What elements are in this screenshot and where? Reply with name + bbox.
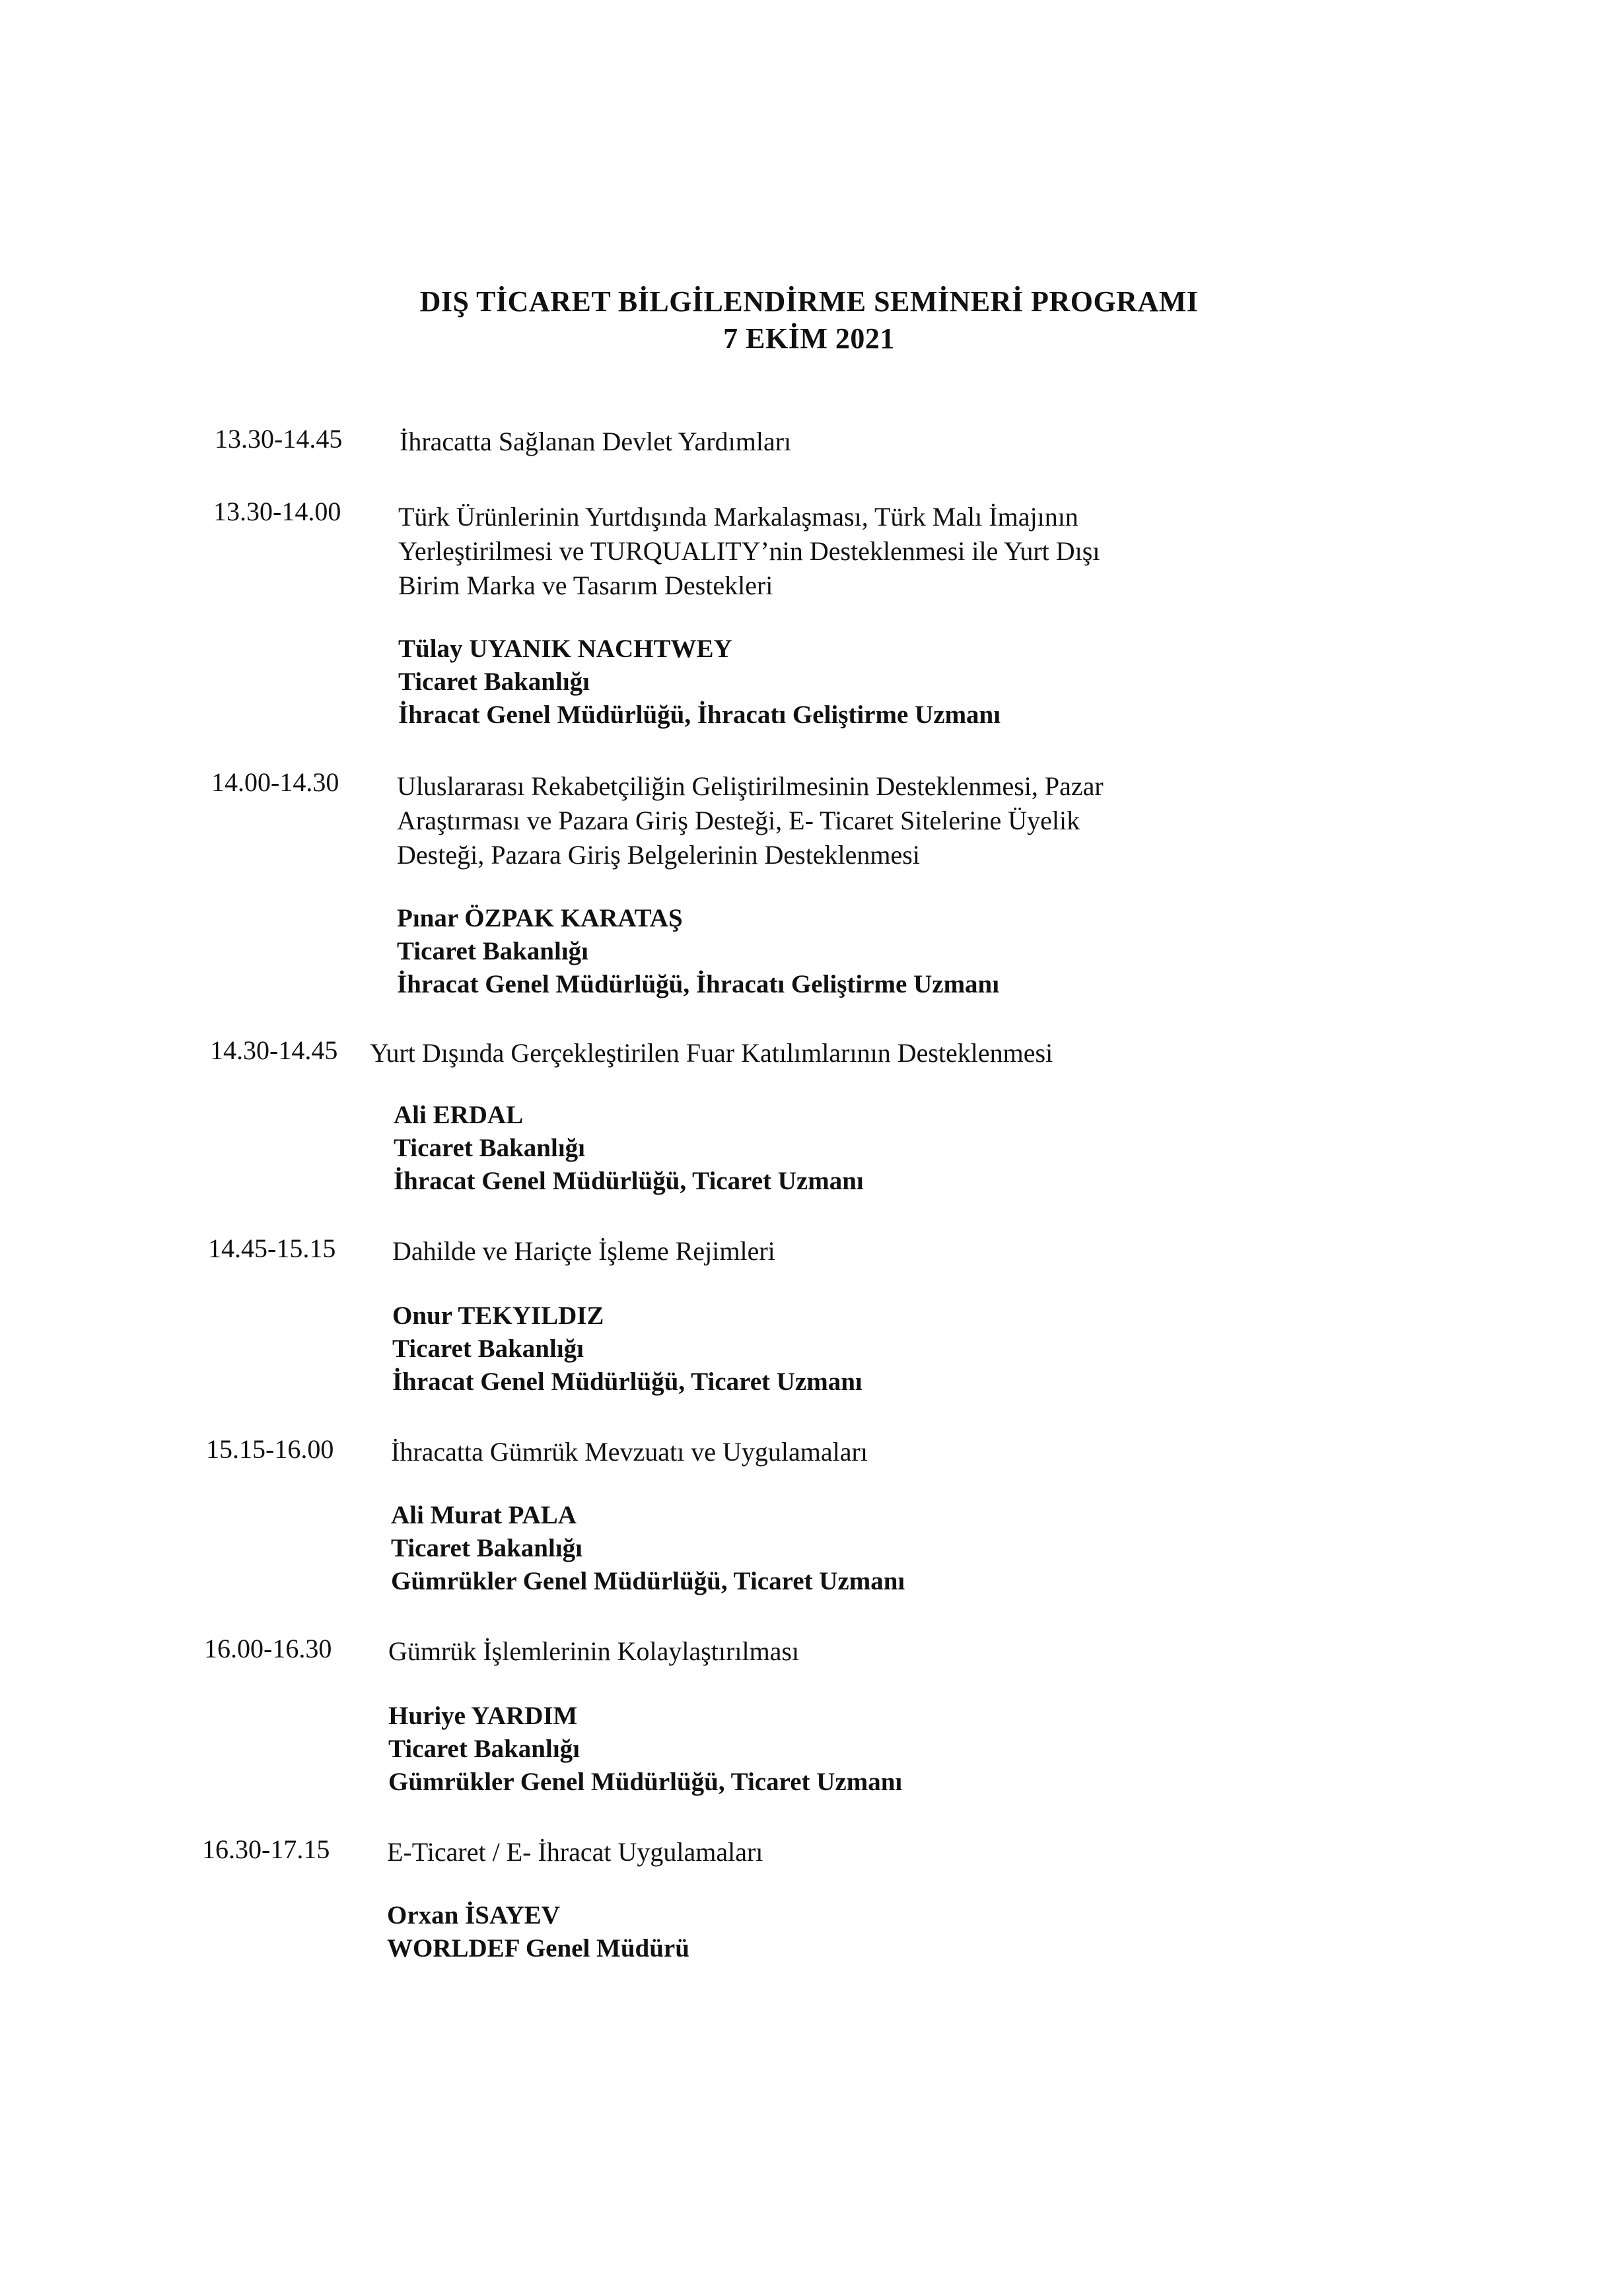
speaker-title: Gümrükler Genel Müdürlüğü, Ticaret Uzmanı xyxy=(391,1567,905,1595)
speaker-block xyxy=(391,1499,905,1598)
session-topic-line: Dahilde ve Hariçte İşleme Rejimleri xyxy=(392,1236,775,1266)
session-topic-line: Yerleştirilmesi ve TURQUALITY’nin Desteklenmesi ile Yurt Dışı xyxy=(398,536,1100,566)
speaker-organization: WORLDEF Genel Müdürü xyxy=(387,1934,689,1963)
session-time: 13.30-14.00 xyxy=(213,497,341,526)
session-topic-line: E-Ticaret / E- İhracat Uygulamaları xyxy=(387,1837,763,1867)
speaker-name: Ali Murat PALA xyxy=(391,1501,577,1529)
session-topic-line: Araştırması ve Pazara Giriş Desteği, E- Ticaret Sitelerine Üyelik xyxy=(397,806,1080,835)
speaker-name: Ali ERDAL xyxy=(394,1101,524,1129)
session-topic-line: Yurt Dışında Gerçekleştirilen Fuar Katılımlarının Desteklenmesi xyxy=(370,1038,1053,1068)
speaker-title: İhracat Genel Müdürlüğü, Ticaret Uzmanı xyxy=(394,1167,864,1195)
session-topic xyxy=(391,1436,868,1470)
speaker-organization: Ticaret Bakanlığı xyxy=(392,1335,584,1363)
session-topic xyxy=(400,425,791,460)
speaker-title: İhracat Genel Müdürlüğü, İhracatı Geliştirme Uzmanı xyxy=(397,970,1000,998)
speaker-name: Huriye YARDIM xyxy=(388,1702,578,1730)
speaker-block xyxy=(397,902,999,1001)
document-title: DIŞ TİCARET BİLGİLENDİRME SEMİNERİ PROGRAMI xyxy=(419,285,1199,318)
session-topic xyxy=(388,1635,799,1669)
session-topic-line: Uluslararası Rekabetçiliğin Geliştirilmesinin Desteklenmesi, Pazar xyxy=(397,771,1104,801)
session-time: 14.45-15.15 xyxy=(208,1234,336,1263)
speaker-title: İhracat Genel Müdürlüğü, Ticaret Uzmanı xyxy=(392,1368,862,1396)
speaker-title: Gümrükler Genel Müdürlüğü, Ticaret Uzmanı xyxy=(388,1768,903,1796)
session-topic-line: Birim Marka ve Tasarım Destekleri xyxy=(398,571,773,600)
session-time: 13.30-14.45 xyxy=(215,424,343,454)
session-topic xyxy=(397,770,1104,873)
session-topic-line: Türk Ürünlerinin Yurtdışında Markalaşması, Türk Malı İmajının xyxy=(398,502,1078,532)
session-topic-line: İhracatta Sağlanan Devlet Yardımları xyxy=(400,427,792,456)
speaker-organization: Ticaret Bakanlığı xyxy=(388,1735,580,1763)
session-time: 14.30-14.45 xyxy=(210,1035,338,1065)
speaker-name: Tülay UYANIK NACHTWEY xyxy=(398,635,732,663)
session-topic-line: İhracatta Gümrük Mevzuatı ve Uygulamaları xyxy=(391,1437,868,1467)
session-time: 16.30-17.15 xyxy=(202,1834,330,1864)
session-topic-line: Desteği, Pazara Giriş Belgelerinin Desteklenmesi xyxy=(397,840,920,870)
speaker-organization: Ticaret Bakanlığı xyxy=(398,668,590,696)
speaker-block xyxy=(394,1099,864,1198)
session-topic xyxy=(387,1836,763,1870)
speaker-name: Orxan İSAYEV xyxy=(387,1901,560,1930)
session-topic-line: Gümrük İşlemlerinin Kolaylaştırılması xyxy=(388,1636,800,1666)
speaker-name: Onur TEKYILDIZ xyxy=(392,1302,604,1330)
session-time: 14.00-14.30 xyxy=(211,767,339,797)
speaker-block xyxy=(398,633,1001,732)
speaker-organization: Ticaret Bakanlığı xyxy=(391,1534,583,1562)
speaker-name: Pınar ÖZPAK KARATAŞ xyxy=(397,904,683,932)
document-date: 7 EKİM 2021 xyxy=(723,322,895,355)
speaker-block xyxy=(388,1700,902,1799)
speaker-title: İhracat Genel Müdürlüğü, İhracatı Geliştirme Uzmanı xyxy=(398,701,1001,729)
speaker-organization: Ticaret Bakanlığı xyxy=(394,1134,586,1162)
session-topic xyxy=(398,501,1100,604)
speaker-block xyxy=(387,1899,689,1965)
session-topic xyxy=(370,1037,1053,1071)
session-time: 16.00-16.30 xyxy=(204,1634,332,1663)
speaker-block xyxy=(392,1300,862,1399)
session-time: 15.15-16.00 xyxy=(206,1434,334,1464)
session-topic xyxy=(392,1235,775,1269)
speaker-organization: Ticaret Bakanlığı xyxy=(397,937,589,965)
